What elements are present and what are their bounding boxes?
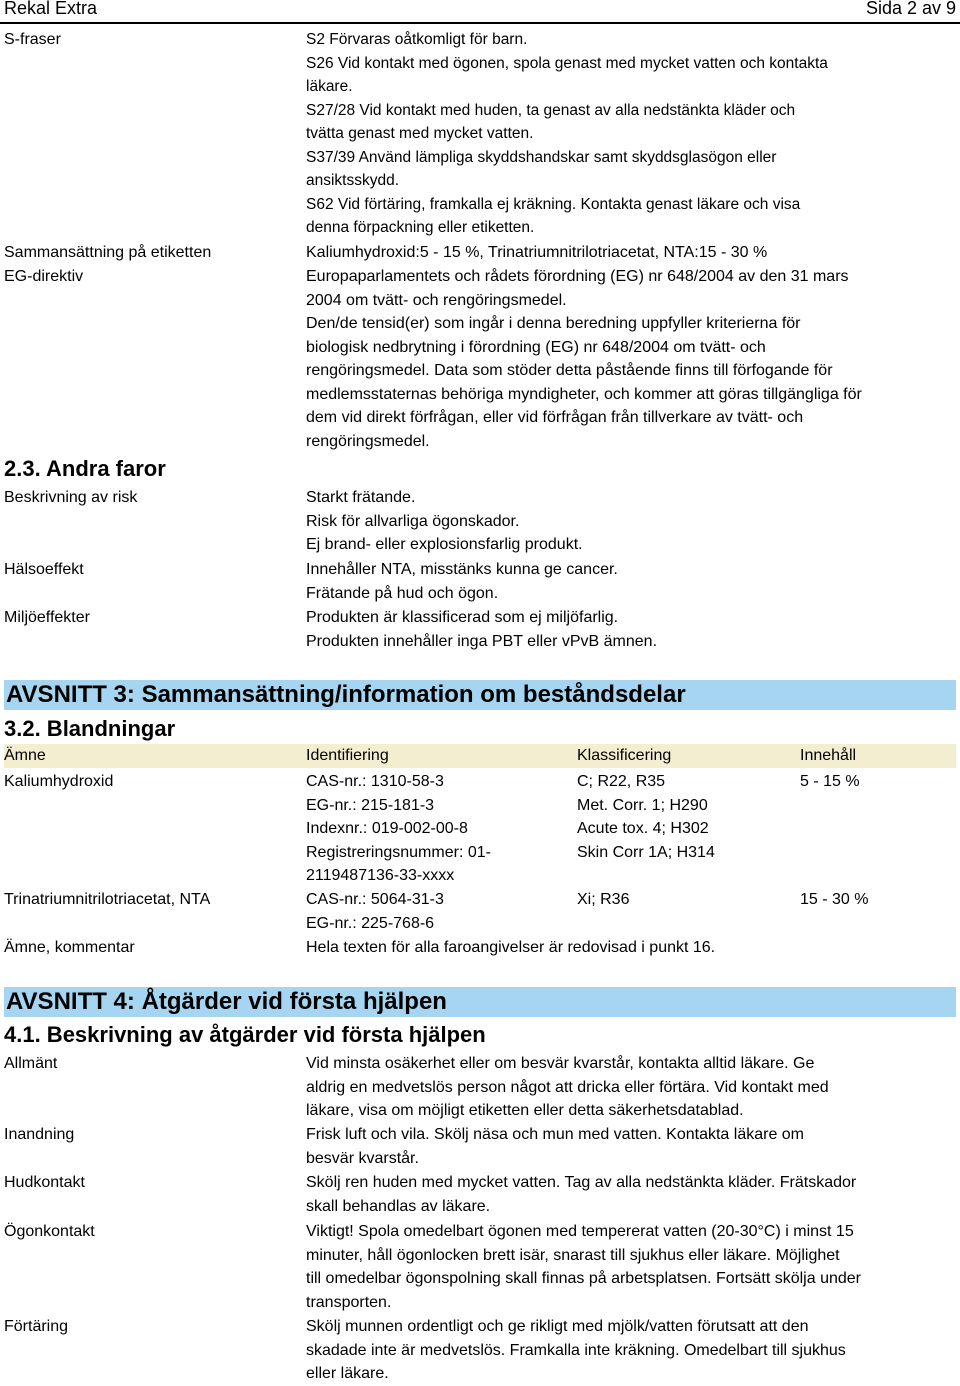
text-line: aldrig en medvetslös person något att dricka eller förtära. Vid kontakt med — [306, 1078, 829, 1096]
text-line: Innehåller NTA, misstänks kunna ge cancer. — [306, 561, 618, 578]
andra-faror-heading: 2.3. Andra faror — [4, 456, 166, 481]
text-line: EG-nr.: 225-768-6 — [306, 914, 435, 932]
text-line: skadade inte är medvetslös. Framkalla inte kräkning. Omedelbart till sjukhus — [306, 1341, 846, 1359]
document-product-name: Rekal Extra — [4, 0, 98, 18]
text-line: ansiktsskydd. — [306, 172, 400, 189]
allmant-label: Allmänt — [4, 1055, 58, 1072]
column-header-amne: Ämne — [4, 747, 46, 764]
text-line: Skölj ren huden med mycket vatten. Tag av alla nedstänkta kläder. Frätskador — [306, 1174, 857, 1191]
text-line: Frätande på hud och ögon. — [306, 584, 499, 602]
text-line: S26 Vid kontakt med ögonen, spola genast med mycket vatten och kontakta — [306, 54, 828, 72]
section4-title: AVSNITT 4: Åtgärder vid första hjälpen — [6, 988, 447, 1015]
cell-klassificering — [577, 888, 629, 912]
eg-direktiv-text — [306, 265, 926, 453]
text-line: skall behandlas av läkare. — [306, 1197, 491, 1215]
fortaring-text — [306, 1315, 926, 1386]
text-line: till omedelbar ögonspolning skall finnas på arbetsplatsen. Fortsätt skölja under — [306, 1270, 861, 1287]
risk-label: Beskrivning av risk — [4, 489, 138, 506]
cell-innehall: 5 - 15 % — [800, 773, 860, 790]
text-line: CAS-nr.: 1310-58-3 — [306, 773, 444, 790]
text-line: transporten. — [306, 1293, 392, 1311]
text-line: EG-nr.: 215-181-3 — [306, 796, 435, 814]
column-header-identifiering: Identifiering — [306, 747, 389, 764]
cell-klassificering — [577, 770, 715, 864]
text-line: 2004 om tvätt- och rengöringsmedel. — [306, 291, 567, 309]
cell-identifiering — [306, 770, 491, 888]
text-line: S62 Vid förtäring, framkalla ej kräkning. Kontakta genast läkare och visa — [306, 195, 801, 213]
allmant-text — [306, 1052, 926, 1123]
text-line: Starkt frätande. — [306, 489, 416, 506]
ogonkontakt-label: Ögonkontakt — [4, 1223, 95, 1240]
text-line: Indexnr.: 019-002-00-8 — [306, 820, 468, 837]
text-line: Ej brand- eller explosionsfarlig produkt. — [306, 536, 583, 553]
cell-amne: Trinatriumnitrilotriacetat, NTA — [4, 891, 211, 908]
composition-table-header — [4, 744, 956, 768]
eg-direktiv-label: EG-direktiv — [4, 268, 84, 285]
text-line: Met. Corr. 1; H290 — [577, 796, 708, 814]
section3-title: AVSNITT 3: Sammansättning/information om beståndsdelar — [6, 681, 686, 708]
text-line: Registreringsnummer: 01- — [306, 843, 491, 861]
first-aid-heading: 4.1. Beskrivning av åtgärder vid första hjälpen — [4, 1022, 486, 1047]
text-line: tvätta genast med mycket vatten. — [306, 125, 534, 142]
text-line: Vid minsta osäkerhet eller om besvär kvarstår, kontakta alltid läkare. Ge — [306, 1055, 815, 1072]
text-line: Produkten är klassificerad som ej miljöfarlig. — [306, 609, 619, 626]
text-line: Den/de tensid(er) som ingår i denna beredning uppfyller kriterierna för — [306, 315, 801, 332]
section4-header-bar — [4, 987, 956, 1017]
amne-kommentar-value: Hela texten för alla faroangivelser är redovisad i punkt 16. — [306, 939, 716, 956]
text-line: besvär kvarstår. — [306, 1149, 419, 1167]
s-fraser-label: S-fraser — [4, 31, 61, 48]
inandning-label: Inandning — [4, 1126, 75, 1143]
cell-innehall: 15 - 30 % — [800, 891, 869, 908]
sammansattning-label: Sammansättning på etiketten — [4, 244, 212, 261]
page-number: Sida 2 av 9 — [865, 0, 956, 18]
amne-kommentar-label: Ämne, kommentar — [4, 939, 135, 956]
text-line: Frisk luft och vila. Skölj näsa och mun med vatten. Kontakta läkare om — [306, 1126, 805, 1143]
sammansattning-value: Kaliumhydroxid:5 - 15 %, Trinatriumnitrilotriacetat, NTA:15 - 30 % — [306, 244, 768, 261]
header-divider — [0, 22, 960, 24]
text-line: Xi; R36 — [577, 891, 630, 908]
text-line: C; R22, R35 — [577, 773, 666, 790]
risk-text — [306, 486, 926, 557]
text-line: Viktigt! Spola omedelbart ögonen med tempererat vatten (20-30°C) i minst 15 — [306, 1223, 854, 1240]
text-line: minuter, håll ögonlocken brett isär, snarast till sjukhus eller läkare. Möjlighet — [306, 1246, 840, 1264]
text-line: denna förpackning eller etiketten. — [306, 219, 535, 236]
section3-header-bar — [4, 680, 956, 710]
text-line: dem vid direkt förfrågan, eller vid förfrågan från tillverkare av tvätt- och — [306, 409, 804, 426]
text-line: rengöringsmedel. — [306, 432, 430, 450]
halsoeffekt-text — [306, 558, 926, 605]
fortaring-label: Förtäring — [4, 1318, 69, 1335]
text-line: S27/28 Vid kontakt med huden, ta genast av alla nedstänkta kläder och — [306, 101, 796, 119]
ogonkontakt-text — [306, 1220, 926, 1314]
text-line: Skölj munnen ordentligt och ge rikligt med mjölk/vatten förutsatt att den — [306, 1318, 809, 1335]
text-line: S2 Förvaras oåtkomligt för barn. — [306, 31, 528, 48]
text-line: läkare. — [306, 78, 353, 95]
miljoeffekter-label: Miljöeffekter — [4, 609, 90, 626]
column-header-innehall: Innehåll — [800, 747, 857, 764]
blandningar-heading: 3.2. Blandningar — [4, 716, 176, 741]
inandning-text — [306, 1123, 926, 1170]
miljoeffekter-text — [306, 606, 926, 653]
text-line: Produkten innehåller inga PBT eller vPvB ämnen. — [306, 632, 658, 650]
text-line: rengöringsmedel. Data som stöder detta påstående finns till förfogande för — [306, 362, 833, 379]
text-line: medlemsstaternas behöriga myndigheter, och kommer att göras tillgängliga för — [306, 385, 862, 403]
text-line: Europaparlamentets och rådets förordning (EG) nr 648/2004 av den 31 mars — [306, 268, 849, 285]
text-line: Acute tox. 4; H302 — [577, 820, 709, 837]
text-line: Risk för allvarliga ögonskador. — [306, 512, 520, 530]
text-line: Skin Corr 1A; H314 — [577, 843, 715, 861]
cell-amne: Kaliumhydroxid — [4, 773, 114, 790]
text-line: läkare, visa om möjligt etiketten eller detta säkerhetsdatablad. — [306, 1102, 744, 1119]
column-header-klassificering: Klassificering — [577, 747, 672, 764]
text-line: 2119487136-33-xxxx — [306, 867, 455, 884]
text-line: S37/39 Använd lämpliga skyddshandskar samt skyddsglasögon eller — [306, 148, 777, 166]
halsoeffekt-label: Hälsoeffekt — [4, 561, 84, 578]
text-line: CAS-nr.: 5064-31-3 — [306, 891, 444, 908]
hudkontakt-label: Hudkontakt — [4, 1174, 85, 1191]
hudkontakt-text — [306, 1171, 926, 1218]
s-fraser-text — [306, 28, 926, 240]
text-line: eller läkare. — [306, 1365, 389, 1382]
text-line: biologisk nedbrytning i förordning (EG) nr 648/2004 om tvätt- och — [306, 338, 766, 356]
cell-identifiering — [306, 888, 444, 935]
